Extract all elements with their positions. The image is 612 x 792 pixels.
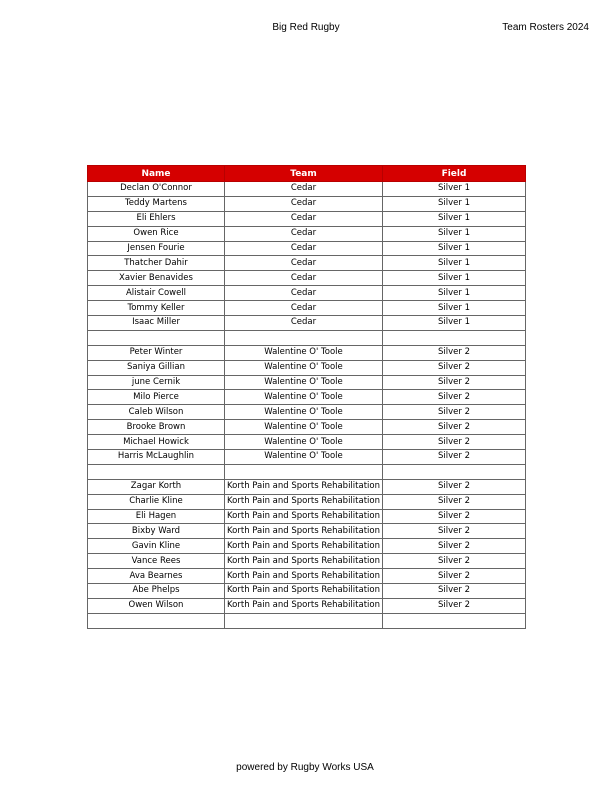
table-row [88, 226, 526, 241]
table-row [88, 360, 526, 375]
table-row [88, 479, 526, 494]
field-cell: Silver 2 [383, 584, 526, 599]
field-cell: Silver 2 [383, 405, 526, 420]
player-name-cell: Isaac Miller [88, 316, 225, 331]
team-cell: Cedar [225, 256, 383, 271]
team-cell [225, 464, 383, 479]
team-cell: Cedar [225, 301, 383, 316]
field-cell: Silver 1 [383, 301, 526, 316]
team-cell: Cedar [225, 316, 383, 331]
field-cell: Silver 2 [383, 390, 526, 405]
table-row [88, 598, 526, 613]
field-cell: Silver 2 [383, 375, 526, 390]
table-row [88, 524, 526, 539]
field-cell: Silver 1 [383, 316, 526, 331]
column-header-team: Team [225, 166, 383, 182]
player-name-cell: Thatcher Dahir [88, 256, 225, 271]
team-cell: Korth Pain and Sports Rehabilitation [225, 509, 383, 524]
field-cell: Silver 2 [383, 435, 526, 450]
field-cell: Silver 1 [383, 182, 526, 197]
table-row [88, 509, 526, 524]
team-cell [225, 330, 383, 345]
team-cell: Korth Pain and Sports Rehabilitation [225, 584, 383, 599]
table-row [88, 539, 526, 554]
table-row [88, 435, 526, 450]
field-cell: Silver 2 [383, 524, 526, 539]
field-cell: Silver 2 [383, 420, 526, 435]
table-row [88, 450, 526, 465]
field-cell: Silver 2 [383, 554, 526, 569]
table-row [88, 241, 526, 256]
player-name-cell: Milo Pierce [88, 390, 225, 405]
column-header-field: Field [383, 166, 526, 182]
field-cell: Silver 1 [383, 286, 526, 301]
player-name-cell: Gavin Kline [88, 539, 225, 554]
team-cell: Walentine O' Toole [225, 390, 383, 405]
team-cell: Walentine O' Toole [225, 435, 383, 450]
player-name-cell: Brooke Brown [88, 420, 225, 435]
field-cell: Silver 2 [383, 598, 526, 613]
team-cell [225, 613, 383, 628]
field-cell: Silver 2 [383, 479, 526, 494]
field-cell: Silver 1 [383, 271, 526, 286]
player-name-cell [88, 464, 225, 479]
team-cell: Korth Pain and Sports Rehabilitation [225, 539, 383, 554]
team-cell: Walentine O' Toole [225, 405, 383, 420]
team-cell: Cedar [225, 182, 383, 197]
player-name-cell: Ava Bearnes [88, 569, 225, 584]
player-name-cell: Vance Rees [88, 554, 225, 569]
team-cell: Korth Pain and Sports Rehabilitation [225, 569, 383, 584]
team-cell: Cedar [225, 271, 383, 286]
player-name-cell: june Cernik [88, 375, 225, 390]
roster-table [87, 165, 526, 629]
field-cell: Silver 2 [383, 345, 526, 360]
player-name-cell: Michael Howick [88, 435, 225, 450]
footer-credit: powered by Rugby Works USA [236, 762, 374, 773]
team-cell: Cedar [225, 241, 383, 256]
table-row [88, 286, 526, 301]
table-row [88, 613, 526, 628]
team-cell: Cedar [225, 211, 383, 226]
table-row [88, 345, 526, 360]
team-cell: Korth Pain and Sports Rehabilitation [225, 554, 383, 569]
table-row [88, 569, 526, 584]
team-cell: Korth Pain and Sports Rehabilitation [225, 524, 383, 539]
player-name-cell: Jensen Fourie [88, 241, 225, 256]
player-name-cell [88, 330, 225, 345]
column-header-name: Name [88, 166, 225, 182]
table-row [88, 271, 526, 286]
field-cell [383, 330, 526, 345]
field-cell: Silver 2 [383, 509, 526, 524]
field-cell: Silver 1 [383, 196, 526, 211]
roster-body [88, 182, 526, 629]
team-cell: Walentine O' Toole [225, 345, 383, 360]
table-row [88, 182, 526, 197]
field-cell: Silver 2 [383, 539, 526, 554]
table-row [88, 494, 526, 509]
team-cell: Walentine O' Toole [225, 360, 383, 375]
table-row [88, 316, 526, 331]
player-name-cell: Owen Rice [88, 226, 225, 241]
page-subtitle: Team Rosters 2024 [502, 22, 589, 33]
field-cell: Silver 1 [383, 226, 526, 241]
table-row [88, 390, 526, 405]
table-row [88, 256, 526, 271]
player-name-cell: Xavier Benavides [88, 271, 225, 286]
player-name-cell: Eli Ehlers [88, 211, 225, 226]
table-row [88, 464, 526, 479]
team-cell: Korth Pain and Sports Rehabilitation [225, 598, 383, 613]
table-row [88, 196, 526, 211]
player-name-cell: Alistair Cowell [88, 286, 225, 301]
table-row [88, 420, 526, 435]
player-name-cell: Bixby Ward [88, 524, 225, 539]
field-cell [383, 464, 526, 479]
field-cell: Silver 1 [383, 256, 526, 271]
table-row [88, 584, 526, 599]
field-cell: Silver 2 [383, 450, 526, 465]
player-name-cell: Harris McLaughlin [88, 450, 225, 465]
table-row [88, 211, 526, 226]
table-row [88, 330, 526, 345]
table-row [88, 554, 526, 569]
field-cell: Silver 1 [383, 241, 526, 256]
player-name-cell: Eli Hagen [88, 509, 225, 524]
player-name-cell: Caleb Wilson [88, 405, 225, 420]
page-title: Big Red Rugby [272, 22, 340, 33]
player-name-cell: Zagar Korth [88, 479, 225, 494]
player-name-cell: Abe Phelps [88, 584, 225, 599]
team-cell: Cedar [225, 286, 383, 301]
field-cell: Silver 2 [383, 360, 526, 375]
team-cell: Walentine O' Toole [225, 450, 383, 465]
table-row [88, 301, 526, 316]
player-name-cell [88, 613, 225, 628]
team-cell: Korth Pain and Sports Rehabilitation [225, 494, 383, 509]
player-name-cell: Teddy Martens [88, 196, 225, 211]
player-name-cell: Charlie Kline [88, 494, 225, 509]
field-cell: Silver 1 [383, 211, 526, 226]
field-cell: Silver 2 [383, 569, 526, 584]
player-name-cell: Peter Winter [88, 345, 225, 360]
team-cell: Walentine O' Toole [225, 420, 383, 435]
field-cell: Silver 2 [383, 494, 526, 509]
team-cell: Cedar [225, 226, 383, 241]
table-header-row [88, 166, 526, 182]
player-name-cell: Owen Wilson [88, 598, 225, 613]
player-name-cell: Saniya Gillian [88, 360, 225, 375]
field-cell [383, 613, 526, 628]
team-cell: Walentine O' Toole [225, 375, 383, 390]
player-name-cell: Declan O'Connor [88, 182, 225, 197]
team-cell: Cedar [225, 196, 383, 211]
player-name-cell: Tommy Keller [88, 301, 225, 316]
table-row [88, 375, 526, 390]
table-row [88, 405, 526, 420]
team-cell: Korth Pain and Sports Rehabilitation [225, 479, 383, 494]
